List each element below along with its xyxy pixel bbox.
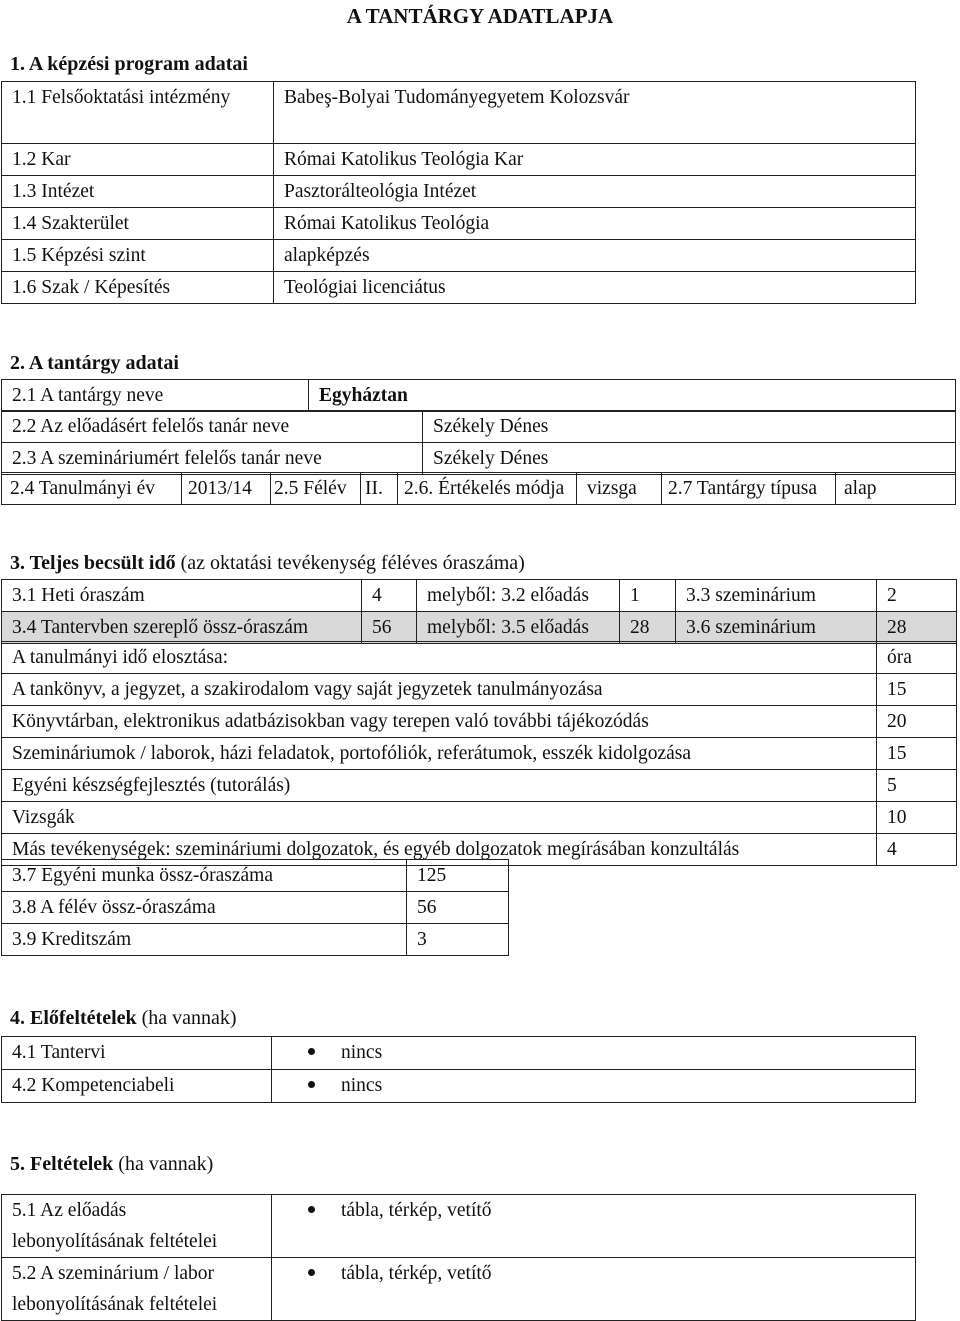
time-distribution-table bbox=[1, 641, 957, 866]
weekly-hours-value: 4 bbox=[362, 580, 417, 612]
weekly-lecture-label: melyből: 3.2 előadás bbox=[417, 580, 620, 612]
section-3-heading-note: (az oktatási tevékenység féléves óraszáma) bbox=[175, 552, 525, 574]
course-type-label: 2.7 Tantárgy típusa bbox=[662, 473, 836, 505]
program-data-table bbox=[1, 81, 916, 304]
section-5-heading bbox=[10, 1153, 213, 1176]
activity-hours: 10 bbox=[877, 802, 957, 834]
table-row bbox=[2, 443, 956, 475]
activity-hours: 15 bbox=[877, 674, 957, 706]
prerequisite-label: 4.2 Kompetenciabeli bbox=[2, 1070, 272, 1103]
table-row bbox=[2, 380, 956, 412]
bullet-icon bbox=[308, 1269, 315, 1276]
table-row bbox=[2, 411, 956, 443]
summary-label: 3.7 Egyéni munka össz-óraszáma bbox=[2, 860, 407, 892]
row-value: Pasztorálteológia Intézet bbox=[274, 176, 916, 208]
hours-table bbox=[1, 579, 957, 644]
activity-label: A tankönyv, a jegyzet, a szakirodalom vagy saját jegyzetek tanulmányozása bbox=[2, 674, 877, 706]
table-row bbox=[2, 770, 957, 802]
activity-hours: 20 bbox=[877, 706, 957, 738]
condition-label: 5.1 Az előadás lebonyolításának feltételei bbox=[2, 1195, 272, 1258]
activity-hours: 15 bbox=[877, 738, 957, 770]
seminar-teacher-value: Székely Dénes bbox=[423, 443, 956, 475]
prerequisite-value: nincs bbox=[341, 1075, 383, 1096]
bullet-icon bbox=[308, 1081, 315, 1088]
activity-label: Egyéni készségfejlesztés (tutorálás) bbox=[2, 770, 877, 802]
evaluation-label: 2.6. Értékelés módja bbox=[398, 473, 577, 505]
prerequisite-value-cell bbox=[272, 1037, 916, 1070]
prerequisites-table bbox=[1, 1036, 916, 1103]
section-1-heading: 1. A képzési program adatai bbox=[10, 53, 248, 75]
weekly-hours-label: 3.1 Heti óraszám bbox=[2, 580, 362, 612]
condition-value: tábla, térkép, vetítő bbox=[341, 1263, 492, 1284]
activity-hours: 5 bbox=[877, 770, 957, 802]
section-4-heading-bold: 4. Előfeltételek bbox=[10, 1007, 137, 1029]
bullet-icon bbox=[308, 1048, 315, 1055]
table-row bbox=[2, 580, 957, 612]
table-row bbox=[2, 176, 916, 208]
course-name-label: 2.1 A tantárgy neve bbox=[2, 380, 309, 412]
table-row bbox=[2, 802, 957, 834]
table-row bbox=[2, 642, 957, 674]
activity-label: Más tevékenységek: szemináriumi dolgozatok, és egyéb dolgozatok megírásában konzultálás bbox=[2, 834, 877, 866]
table-row bbox=[2, 1258, 916, 1321]
row-value: Babeş-Bolyai Tudományegyetem Kolozsvár bbox=[274, 82, 916, 144]
course-name-table bbox=[1, 379, 956, 412]
summary-value: 56 bbox=[407, 892, 509, 924]
table-row bbox=[2, 272, 916, 304]
table-row bbox=[2, 860, 509, 892]
table-row bbox=[2, 1037, 916, 1070]
row-value: Római Katolikus Teológia Kar bbox=[274, 144, 916, 176]
lecturer-value: Székely Dénes bbox=[423, 411, 956, 443]
section-3-heading-bold: 3. Teljes becsült idő bbox=[10, 552, 176, 574]
document-title: A TANTÁRGY ADATLAPJA bbox=[346, 4, 614, 28]
lecturer-label: 2.2 Az előadásért felelős tanár neve bbox=[2, 411, 423, 443]
row-label: 1.5 Képzési szint bbox=[2, 240, 274, 272]
table-row bbox=[2, 612, 957, 644]
activity-label: Vizsgák bbox=[2, 802, 877, 834]
weekly-seminar-value: 2 bbox=[877, 580, 957, 612]
table-row bbox=[2, 208, 916, 240]
row-label: 1.4 Szakterület bbox=[2, 208, 274, 240]
year-value: 2013/14 bbox=[182, 473, 271, 505]
section-5-heading-bold: 5. Feltételek bbox=[10, 1153, 114, 1175]
total-hours-label: 3.4 Tantervben szereplő össz-óraszám bbox=[2, 612, 362, 644]
row-label: 1.2 Kar bbox=[2, 144, 274, 176]
summary-table bbox=[1, 859, 509, 956]
condition-value-cell bbox=[272, 1258, 916, 1321]
total-lecture-label: melyből: 3.5 előadás bbox=[417, 612, 620, 644]
section-4-heading-note: (ha vannak) bbox=[136, 1007, 237, 1029]
row-label: 1.6 Szak / Képesítés bbox=[2, 272, 274, 304]
row-value: Teológiai licenciátus bbox=[274, 272, 916, 304]
table-row bbox=[2, 706, 957, 738]
course-name-value: Egyháztan bbox=[309, 380, 956, 412]
table-row bbox=[2, 82, 916, 144]
section-2-heading: 2. A tantárgy adatai bbox=[10, 352, 179, 374]
prerequisite-label: 4.1 Tantervi bbox=[2, 1037, 272, 1070]
year-label: 2.4 Tanulmányi év bbox=[2, 473, 182, 505]
table-row bbox=[2, 924, 509, 956]
table-row bbox=[2, 1195, 916, 1258]
activity-label: Könyvtárban, elektronikus adatbázisokban vagy terepen való további tájékozódás bbox=[2, 706, 877, 738]
activity-hours: 4 bbox=[877, 834, 957, 866]
condition-value: tábla, térkép, vetítő bbox=[341, 1200, 492, 1221]
table-row bbox=[2, 1070, 916, 1103]
table-row bbox=[2, 738, 957, 770]
weekly-seminar-label: 3.3 szeminárium bbox=[676, 580, 877, 612]
summary-value: 3 bbox=[407, 924, 509, 956]
row-value: Római Katolikus Teológia bbox=[274, 208, 916, 240]
summary-label: 3.8 A félév össz-óraszáma bbox=[2, 892, 407, 924]
semester-label: 2.5 Félév bbox=[271, 473, 361, 505]
activity-label: Szemináriumok / laborok, házi feladatok, portofóliók, referátumok, esszék kidolgozása bbox=[2, 738, 877, 770]
summary-value: 125 bbox=[407, 860, 509, 892]
summary-label: 3.9 Kreditszám bbox=[2, 924, 407, 956]
total-seminar-value: 28 bbox=[877, 612, 957, 644]
evaluation-value: vizsga bbox=[577, 473, 662, 505]
table-row bbox=[2, 674, 957, 706]
distribution-unit: óra bbox=[877, 642, 957, 674]
table-row bbox=[2, 892, 509, 924]
row-label: 1.1 Felsőoktatási intézmény bbox=[2, 82, 274, 144]
prerequisite-value-cell bbox=[272, 1070, 916, 1103]
seminar-teacher-label: 2.3 A szemináriumért felelős tanár neve bbox=[2, 443, 423, 475]
table-row bbox=[2, 473, 956, 505]
condition-label: 5.2 A szeminárium / labor lebonyolításának feltételei bbox=[2, 1258, 272, 1321]
conditions-table bbox=[1, 1194, 916, 1321]
section-3-heading bbox=[10, 552, 525, 575]
prerequisite-value: nincs bbox=[341, 1042, 383, 1063]
distribution-label: A tanulmányi idő elosztása: bbox=[2, 642, 877, 674]
section-4-heading bbox=[10, 1007, 237, 1030]
course-details-table bbox=[1, 472, 956, 505]
row-value: alapképzés bbox=[274, 240, 916, 272]
total-seminar-label: 3.6 szeminárium bbox=[676, 612, 877, 644]
bullet-icon bbox=[308, 1206, 315, 1213]
row-label: 1.3 Intézet bbox=[2, 176, 274, 208]
table-row bbox=[2, 240, 916, 272]
total-lecture-value: 28 bbox=[620, 612, 676, 644]
course-type-value: alap bbox=[836, 473, 956, 505]
section-5-heading-note: (ha vannak) bbox=[113, 1153, 214, 1175]
semester-value: II. bbox=[361, 473, 398, 505]
condition-value-cell bbox=[272, 1195, 916, 1258]
weekly-lecture-value: 1 bbox=[620, 580, 676, 612]
total-hours-value: 56 bbox=[362, 612, 417, 644]
table-row bbox=[2, 144, 916, 176]
teachers-table bbox=[1, 410, 956, 475]
